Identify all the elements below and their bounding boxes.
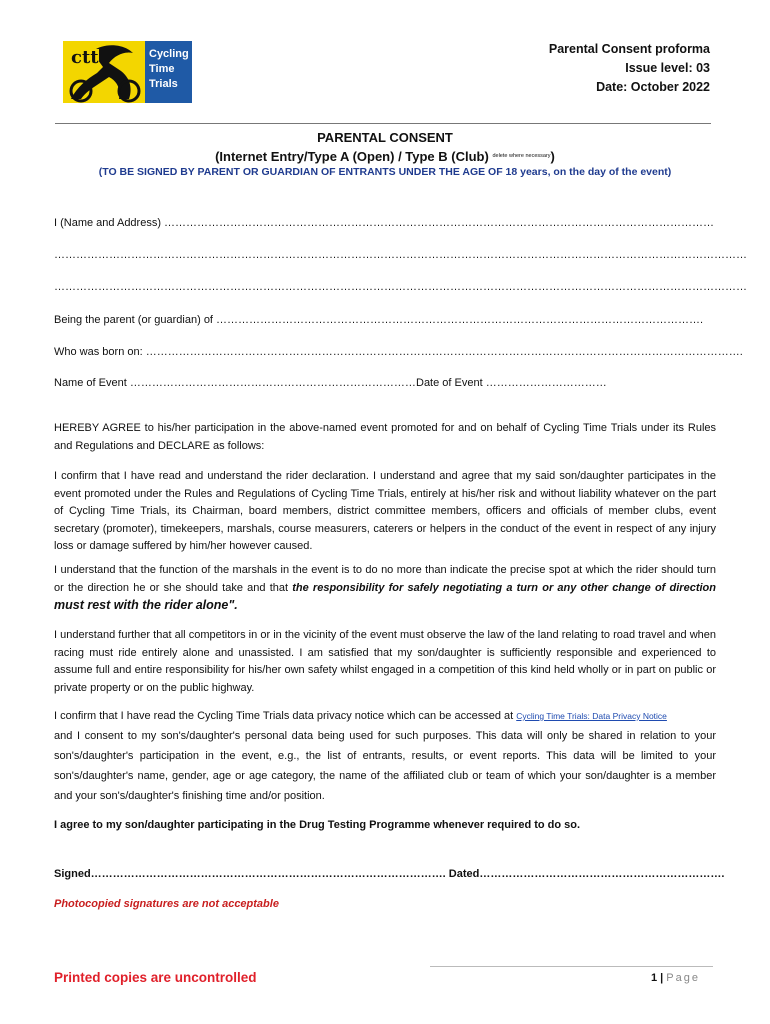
event-date-field[interactable]: Date of Event ……………………………	[416, 377, 607, 389]
logo-wordmark: Cycling Time Trials	[149, 48, 189, 90]
form-subtitle: (Internet Entry/Type A (Open) / Type B (Club) $^{delete where necessary}$)	[215, 149, 555, 164]
address-line-3[interactable]: ………………………………………………………………………………………………………………………………………………………………………	[54, 281, 747, 293]
birth-date-field[interactable]: Who was born on: ……………………………………………………………………………………………………………………………………………….	[54, 346, 743, 358]
drug-testing-paragraph: I agree to my son/daughter participating in the Drug Testing Programme whenever required to do so.	[54, 819, 581, 831]
declaration-paragraph: I confirm that I have read and understand the rider declaration. I understand and agree that my said son/daughter participates in the event promoted under the Rules and Regulations of Cycling Time Trials, entirely at his/her risk and without liability whatever on the part of Cycling Time Trials, its Chairman, board members, district committee members, officers and officials of member clubs, event secretary (promoter), timekeepers, marshals, course measurers, caterers or helpers in the conduct of the event in respect of any injury loss or damage suffered by him/her however caused.	[54, 470, 716, 552]
event-name-field[interactable]: Name of Event ……………………………………………………………………	[54, 377, 416, 389]
doc-date: Date: October 2022	[596, 80, 710, 94]
uncontrolled-notice: Printed copies are uncontrolled	[54, 970, 257, 985]
name-address-field[interactable]: I (Name and Address) ……………………………………………………………………………………………………………………………………	[54, 217, 715, 229]
law-paragraph: I understand further that all competitors in or in the vicinity of the event must observe the law of the land relating to road travel and when racing must ride entirely alone and unassisted. I am satisfied that my son/daughter is sufficiently responsible and experienced to assume full and entire responsibility for his/her own safety whilst engaged in a competition of this kind held wholly or in part on public or private property or on the public highway.	[54, 629, 716, 694]
issue-level: Issue level: 03	[625, 61, 710, 75]
signature-line[interactable]: Signed……………………………………………………………………………………. Dated………………………………………………………….	[54, 868, 725, 880]
privacy-paragraph: I confirm that I have read the Cycling Time Trials data privacy notice which can be accessed at Cycling Time Trials: Data Privacy Notice and I consent to my son's/daughter's personal data being used for such purposes. This data will only be shared in relation to your son's/daughter's participation in the event, e.g., the list of entrants, results, or event reports. This data will be limited to your son's/daughter's name, gender, age or age category, the name of the affiliated club or team of which your son/daughter is a member and your son's/daughter's finishing time and/or position.	[54, 710, 716, 802]
cycling-time-trials-logo	[63, 41, 192, 103]
agreement-paragraph: HEREBY AGREE to his/her participation in the above-named event promoted for and on behalf of Cycling Time Trials under its Rules and Regulations and DECLARE as follows:	[54, 422, 716, 452]
page-number: 1 | Page	[650, 972, 700, 984]
parent-of-field[interactable]: Being the parent (or guardian) of …………………………………………………………………………………………………………………….	[54, 314, 704, 326]
doc-title: Parental Consent proforma	[548, 42, 710, 56]
title-block	[0, 129, 770, 167]
logo-abbr: ctt	[71, 47, 99, 68]
privacy-notice-link[interactable]: Cycling Time Trials: Data Privacy Notice	[516, 711, 667, 721]
document-header	[549, 40, 710, 97]
header-divider	[55, 123, 711, 124]
address-line-2[interactable]: ………………………………………………………………………………………………………………………………………………………………………	[54, 249, 747, 261]
delete-note: delete where necessary	[492, 153, 551, 159]
form-title: PARENTAL CONSENT	[317, 130, 453, 145]
marshals-paragraph: I understand that the function of the marshals in the event is to do no more than indicate the precise spot at which the rider should turn or the direction he or she should take and that the responsibility for safely negotiating a turn or any other change of direction must rest with the rider alone".	[54, 564, 716, 612]
footer-divider	[430, 966, 713, 967]
signing-instruction: (TO BE SIGNED BY PARENT OR GUARDIAN OF ENTRANTS UNDER THE AGE OF 18 years, on the day of the event)	[98, 166, 672, 178]
photocopy-warning: Photocopied signatures are not acceptable	[54, 898, 279, 910]
